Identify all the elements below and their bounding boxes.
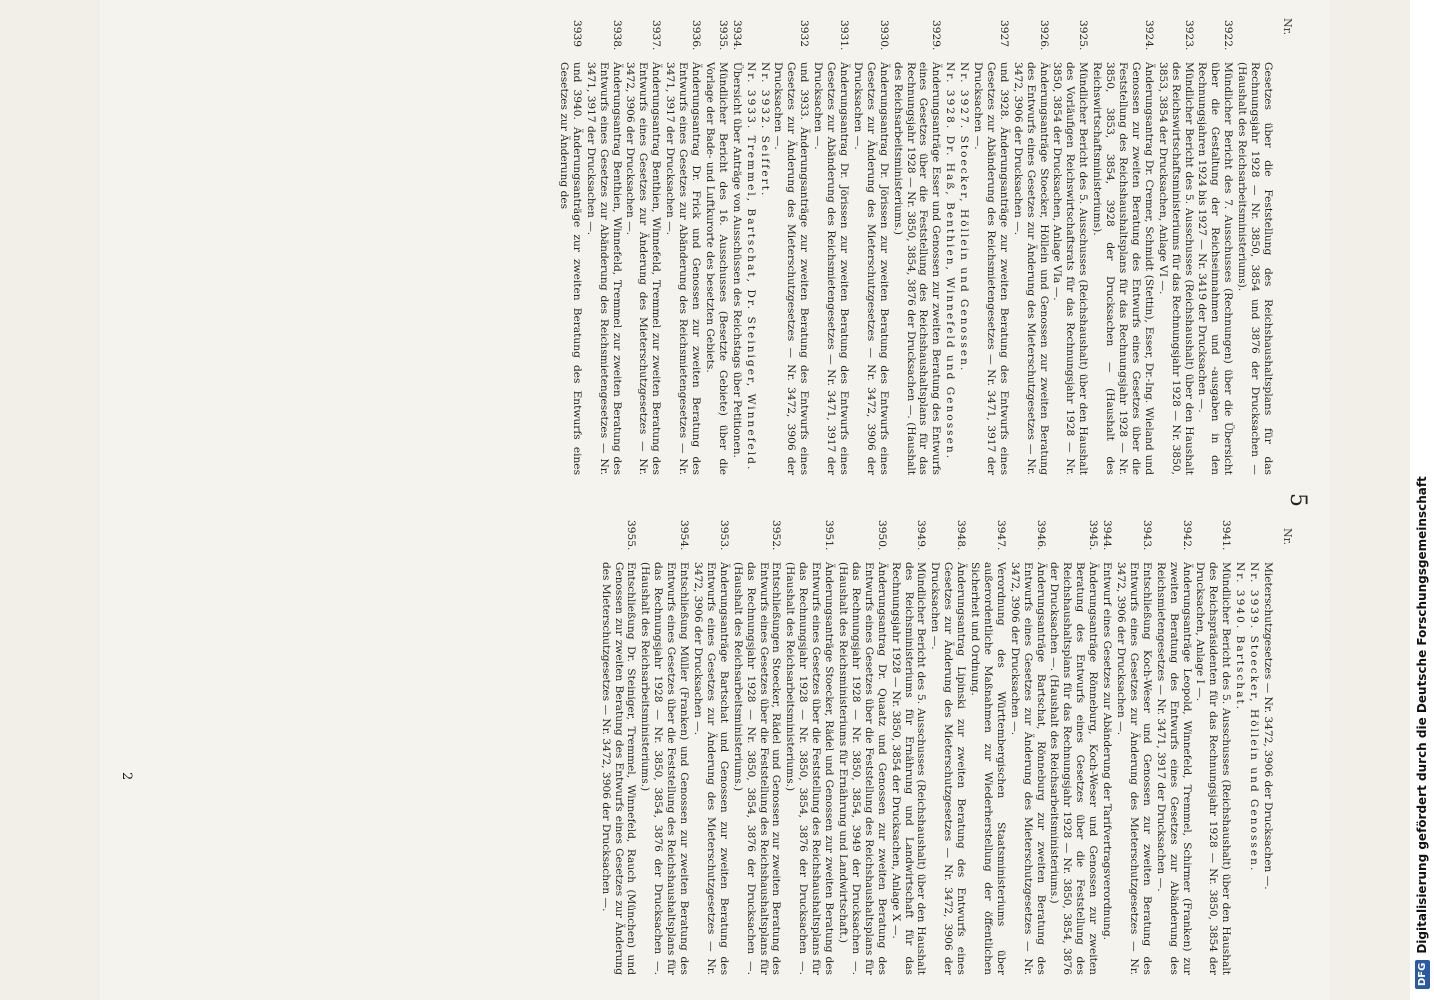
entry-number: 3923. bbox=[1182, 20, 1195, 51]
dfg-logo: DFG bbox=[1415, 960, 1430, 989]
entry-text: Entwurf eines Gesetzes zur Abänderung der Tarifvertragsverordnung. bbox=[1101, 562, 1114, 941]
document-entry bbox=[1051, 20, 1090, 475]
entry-text: Änderungsantrag Dr. Jörissen zur zweiten Beratung des Entwurfs eines Gesetzes zur Abänderung des Reichsmietengesetzes — Nr. 3471, 3917 der Drucksachen —. bbox=[812, 62, 850, 475]
sidebar-credit bbox=[1410, 0, 1434, 1000]
entry-text: Verordnung des Württembergischen Staatsministeriums über außerordentliche Maßnahmen zur Wiederherstellung der öffentlichen Sicherheit und Ordnung. bbox=[969, 562, 1007, 975]
entry-number: 3938. bbox=[610, 20, 623, 51]
entry-number: 3925. bbox=[1077, 20, 1090, 51]
document-entry bbox=[599, 520, 638, 975]
document-entry bbox=[1100, 520, 1113, 975]
document-entry bbox=[1011, 20, 1050, 475]
entry-text: Übersicht über Anträge von Ausschüssen des Reichstags über Petitionen. bbox=[730, 62, 743, 458]
document-entry bbox=[1235, 20, 1274, 475]
page-number: 5 bbox=[1285, 493, 1310, 507]
document-entry bbox=[1090, 20, 1155, 475]
entry-text: Entschließung Müller (Franken) und Genossen zur zweiten Beratung des Entwurfs eines Gesetzes über die Feststellung des Reichshaushaltsplans für das Rechnungsjahr 1928 — Nr. 3850, 3854, 3876 der Drucksachen —. (Haushalt des Reichsarbeitsministeriums.) bbox=[639, 562, 691, 975]
entry-text: Änderungsantrag Benthien, Winnefeld, Tremmel zur zweiten Beratung des Entwurfs eines Gesetzes zur Änderung des Mieterschutzgesetzes — Nr. 3472, 3906 der Drucksachen —. bbox=[624, 62, 663, 475]
right-column bbox=[598, 520, 1274, 975]
right-column-header: Nr. bbox=[1281, 528, 1294, 546]
document-entry bbox=[836, 520, 888, 975]
entry-text: Änderungsantrag Dr. Jörissen zur zweiten Beratung des Entwurfs eines Gesetzes zur Änderung des Mieterschutzgesetzes — Nr. 3472, 3906 der Drucksachen —. bbox=[851, 62, 890, 475]
entry-text: und 3933. Änderungsanträge zur zweiten Beratung des Entwurfs eines Gesetzes zur Änderung des Mieterschutzgesetzes — Nr. 3472, 3906 der Drucksachen —. bbox=[772, 62, 811, 475]
document-entry bbox=[943, 20, 956, 475]
entry-text: Entschließung Koch-Weser und Genossen zur zweiten Beratung des Entwurfs eines Gesetzes zur Änderung des Mieterschutzgesetzes — Nr. 3472, 3906 der Drucksachen —. bbox=[1115, 562, 1153, 975]
entry-number: 3942. bbox=[1180, 520, 1193, 551]
entry-text: Änderungsanträge Stoecker, Rädel und Genossen zur zweiten Beratung des Entwurfs eines Gesetzes über die Feststellung des Reichshaushaltsplans für das Rechnungsjahr 1928 — Nr. 3850, 3854, 3876 der Drucksachen —. (Haushalt des Reichsarbeitsministeriums.) bbox=[784, 562, 836, 975]
entry-number: 3948. bbox=[955, 520, 968, 551]
document-entry bbox=[624, 20, 663, 475]
entry-number: 3953. bbox=[717, 520, 730, 551]
document-entry bbox=[703, 20, 729, 475]
footer-number: 2 bbox=[119, 772, 134, 781]
left-column bbox=[556, 20, 1274, 475]
document-entry bbox=[1196, 20, 1235, 475]
entry-number bbox=[758, 20, 771, 62]
entry-text: Änderungsantrag Lipinski zur zweiten Beratung des Entwurfs eines Gesetzes zur Änderung des Mieterschutzgesetzes — Nr. 3472, 3906 der Drucksachen —. bbox=[929, 562, 968, 975]
entry-number: 3947. bbox=[994, 520, 1007, 551]
entry-text: Mündlicher Bericht des 5. Ausschusses (Reichshaushalt) über den Haushalt des Reichsministeriums für Ernährung und Landwirtschaft für das Rechnungsjahr 1928 — Nr. 3850, 3854 der Drucksachen, Anlage X —. bbox=[889, 562, 928, 975]
entry-text: Änderungsantrag Dr. Quaatz und Genossen zur zweiten Beratung des Entwurfs eines Gesetzes über die Feststellung des Reichshaushaltsplans für das Rechnungsjahr 1928 — Nr. 3850, 3854, 3949 der Drucksachen —. (Haushalt des Reichsministeriums für Ernährung und Landwirtschaft.) bbox=[837, 562, 888, 975]
entry-number: 3943. bbox=[1140, 520, 1153, 551]
entry-number bbox=[943, 20, 956, 62]
document-entry bbox=[811, 20, 850, 475]
entry-text: Änderungsanträge Bartschat und Genossen zur zweiten Beratung des Entwurfs eines Gesetzes zur Änderung des Mieterschutzgesetzes — Nr. 3472, 3906 der Drucksachen —. bbox=[692, 562, 730, 975]
entry-number bbox=[1233, 520, 1246, 562]
entry-number: 3952. bbox=[770, 520, 783, 551]
document-entry bbox=[851, 20, 890, 475]
entry-text: Mündlicher Bericht des 5. Ausschusses (Reichshaushalt) über den Haushalt des Reichswirtschaftsministeriums für das Rechnungsjahr 1928 — Nr. 3850, 3853, 3854 der Drucksachen, Anlage VI —. bbox=[1156, 62, 1195, 475]
document-entry bbox=[691, 520, 730, 975]
entry-text: Änderungsantrag Dr. Cremer, Schmidt (Stettin), Esser, Dr.-Ing. Wieland und Genossen zur zweiten Beratung des Entwurfs eines Gesetzes über die Feststellung des Reichshaushaltsplans für das Rechnungsjahr 1928 — Nr. 3850, 3853, 3854, 3928 der Drucksachen — (Haushalt des Reichswirtschaftsministeriums). bbox=[1091, 62, 1155, 475]
document-entry bbox=[1247, 520, 1260, 975]
entry-number: 3937. bbox=[650, 20, 663, 51]
document-entry bbox=[731, 520, 783, 975]
document-entry bbox=[971, 20, 1010, 475]
document-entry bbox=[783, 520, 835, 975]
entry-number bbox=[1261, 520, 1274, 562]
document-entry bbox=[758, 20, 771, 475]
entry-number: 3945. bbox=[1087, 520, 1100, 551]
entry-text: und 3940. Änderungsanträge zur zweiten Beratung des Entwurfs eines Gesetzes zur Änderung des bbox=[557, 62, 583, 475]
entry-number: 3929. bbox=[930, 20, 943, 51]
entry-number bbox=[1247, 520, 1260, 562]
entry-text: und 3928. Änderungsanträge zur zweiten Beratung des Entwurfs eines Gesetzes zur Abänderung des Reichsmietengesetzes — Nr. 3471, 3917 der Drucksachen —. bbox=[972, 62, 1010, 475]
document-entry bbox=[928, 520, 967, 975]
document-entry bbox=[891, 20, 943, 475]
document-entry bbox=[957, 20, 970, 475]
entry-number: 3941. bbox=[1220, 520, 1233, 551]
document-page bbox=[100, 0, 1330, 1000]
entry-number: 3955. bbox=[625, 520, 638, 551]
entry-text: Änderungsanträge Rönneburg, Koch-Weser und Genossen zur zweiten Beratung des Entwurfs eines Gesetzes über die Feststellung des Reichshaushaltsplans für das Rechnungsjahr 1928 — Nr. 3850, 3854, 3876 der Drucksachen —. (Haushalt des Reichsarbeitsministeriums.) bbox=[1048, 562, 1100, 975]
entry-number: 3930. bbox=[877, 20, 890, 51]
entry-number: 3946. bbox=[1034, 520, 1047, 551]
document-entry bbox=[584, 20, 623, 475]
left-column-header: Nr. bbox=[1281, 18, 1294, 36]
document-entry bbox=[1233, 520, 1246, 975]
entry-number: 3927 bbox=[997, 20, 1010, 47]
document-entry bbox=[557, 20, 583, 475]
document-entry bbox=[639, 520, 691, 975]
document-entry bbox=[889, 520, 928, 975]
entry-number: 3932 bbox=[798, 20, 811, 47]
entry-number: 3926. bbox=[1037, 20, 1050, 51]
entry-text: Änderungsanträge Esser und Genossen zur zweiten Beratung des Entwurfs eines Gesetzes über die Feststellung des Reichshaushaltsplans für das Rechnungsjahr 1928 — Nr. 3850, 3854, 3876 der Drucksachen —. (Haushalt des Reichsarbeitsministeriums.) bbox=[891, 62, 943, 475]
entry-text: Gesetzes über die Feststellung des Reichshaushaltsplans für das Rechnungsjahr 1928 — Nr. 3850, 3854 und 3876 der Drucksachen — (Haushalt des Reichsarbeitsministeriums). bbox=[1236, 62, 1274, 475]
document-entry bbox=[968, 520, 1007, 975]
entry-number: 3950. bbox=[875, 520, 888, 551]
document-entry bbox=[1261, 520, 1274, 975]
document-entry bbox=[744, 20, 757, 475]
entry-number: 3922. bbox=[1222, 20, 1235, 51]
entry-text: Nr. 3928. Dr. Haß, Benthien, Winnefeld und Genossen. bbox=[944, 62, 957, 461]
entry-text: Änderungsanträge Bartschat, Rönneburg zur zweiten Beratung des Entwurfs eines Gesetzes zur Änderung des Mieterschutzgesetzes — Nr. 3472, 3906 der Drucksachen —. bbox=[1008, 562, 1047, 975]
entry-number: 3935. bbox=[716, 20, 729, 51]
entry-text: Nr. 3932. Seiffert. bbox=[758, 62, 771, 198]
entry-number: 3949. bbox=[915, 520, 928, 551]
entry-text: Entschließungen Stoecker, Rädel und Genossen zur zweiten Beratung des Entwurfs eines Gesetzes über die Feststellung des Reichshaushaltsplans für das Rechnungsjahr 1928 — Nr. 3850, 3854, 3876 der Drucksachen —. (Haushalt des Reichsarbeitsministeriums.) bbox=[731, 562, 783, 975]
entry-number: 3944. bbox=[1101, 520, 1114, 551]
document-entry bbox=[1156, 20, 1195, 475]
entry-number bbox=[1235, 20, 1274, 62]
entry-number bbox=[957, 20, 970, 62]
document-entry bbox=[1114, 520, 1153, 975]
entry-number: 3954. bbox=[678, 520, 691, 551]
sidebar-credit-text: Digitalisierung gefördert durch die Deutsche Forschungsgemeinschaft bbox=[1415, 476, 1429, 954]
document-entry bbox=[663, 20, 702, 475]
entry-text: Änderungsantrag Benthien, Winnefeld, Tremmel zur zweiten Beratung des Entwurfs eines Gesetzes zur Abänderung des Reichsmietengesetzes — Nr. 3471, 3917 der Drucksachen —. bbox=[584, 62, 623, 475]
entry-text: Entschließung Dr. Steiniger, Tremmel, Winnefeld, Rauch (München) und Genossen zur zweiten Beratung des Entwurfs eines Gesetzes zur Änderung des Mieterschutzgesetzes — Nr. 3472, 3906 der Drucksachen —. bbox=[599, 562, 638, 975]
entry-text: Nr. 3940. Bartschat. bbox=[1234, 562, 1247, 712]
entry-text: Änderungsanträge Leopold, Winnefeld, Tremmel, Schirmer (Franken) zur zweiten Beratung des Entwurfs eines Gesetzes zur Abänderung des Reichsmietengesetzes — Nr. 3471, 3917 der Drucksachen —. bbox=[1154, 562, 1193, 975]
entry-text: Änderungsanträge Stoecker, Höllein und Genossen zur zweiten Beratung des Entwurfs eines Gesetzes zur Änderung des Mieterschutzgesetzes — Nr. 3472, 3906 der Drucksachen —. bbox=[1011, 62, 1050, 475]
entry-number: 3934. bbox=[730, 20, 743, 51]
entry-text: Mündlicher Bericht des 5. Ausschusses (Reichshaushalt) über den Haushalt des Reichspräsidenten für das Rechnungsjahr 1928 — Nr. 3850, 3854 der Drucksachen, Anlage I —. bbox=[1194, 562, 1233, 975]
document-entry bbox=[1154, 520, 1193, 975]
entry-text: Änderungsantrag Dr. Frick und Genossen zur zweiten Beratung des Entwurfs eines Gesetzes zur Abänderung des Reichsmietengesetzes — Nr. 3471, 3917 der Drucksachen —. bbox=[664, 62, 703, 475]
entry-number: 3924. bbox=[1142, 20, 1155, 51]
entry-number: 3931. bbox=[838, 20, 850, 51]
entry-text: Mieterschutzgesetzes — Nr. 3472, 3906 der Drucksachen —. bbox=[1262, 562, 1274, 890]
document-entry bbox=[1048, 520, 1100, 975]
document-entry bbox=[1008, 520, 1047, 975]
entry-number: 3936. bbox=[690, 20, 703, 51]
entry-number: 3951. bbox=[823, 520, 836, 551]
entry-text: Nr. 3939. Stoecker, Höllein und Genossen. bbox=[1248, 562, 1261, 873]
entry-text: Mündlicher Bericht des 7. Ausschusses (Rechnungen) über die Übersicht über die Gestaltung der Reichseinnahmen und -ausgaben in den Rechnungsjahren 1924 bis 1927 — Nr. 3419 der Drucksachen —. bbox=[1196, 62, 1235, 475]
entry-text: Nr. 3927. Stoecker, Höllein und Genossen. bbox=[958, 62, 971, 373]
entry-text: Nr. 3933. Tremmel, Bartschat, Dr. Steiniger, Winnefeld. bbox=[744, 62, 757, 472]
entry-text: Mündlicher Bericht des 16. Ausschusses (Besetzte Gebiete) über die Vorlage der Bade- und Luftkurorte des besetzten Gebiets. bbox=[703, 62, 729, 475]
document-entry bbox=[730, 20, 743, 475]
entry-number: 3939 bbox=[570, 20, 583, 47]
entry-text: Mündlicher Bericht des 5. Ausschusses (Reichshaushalt) über den Haushalt des Vorläufigen Reichswirtschaftsrats für das Rechnungsjahr 1928 — Nr. 3850, 3854 der Drucksachen, Anlage VIa —. bbox=[1051, 62, 1090, 475]
document-entry bbox=[772, 20, 811, 475]
document-entry bbox=[1194, 520, 1233, 975]
entry-number bbox=[744, 20, 757, 62]
